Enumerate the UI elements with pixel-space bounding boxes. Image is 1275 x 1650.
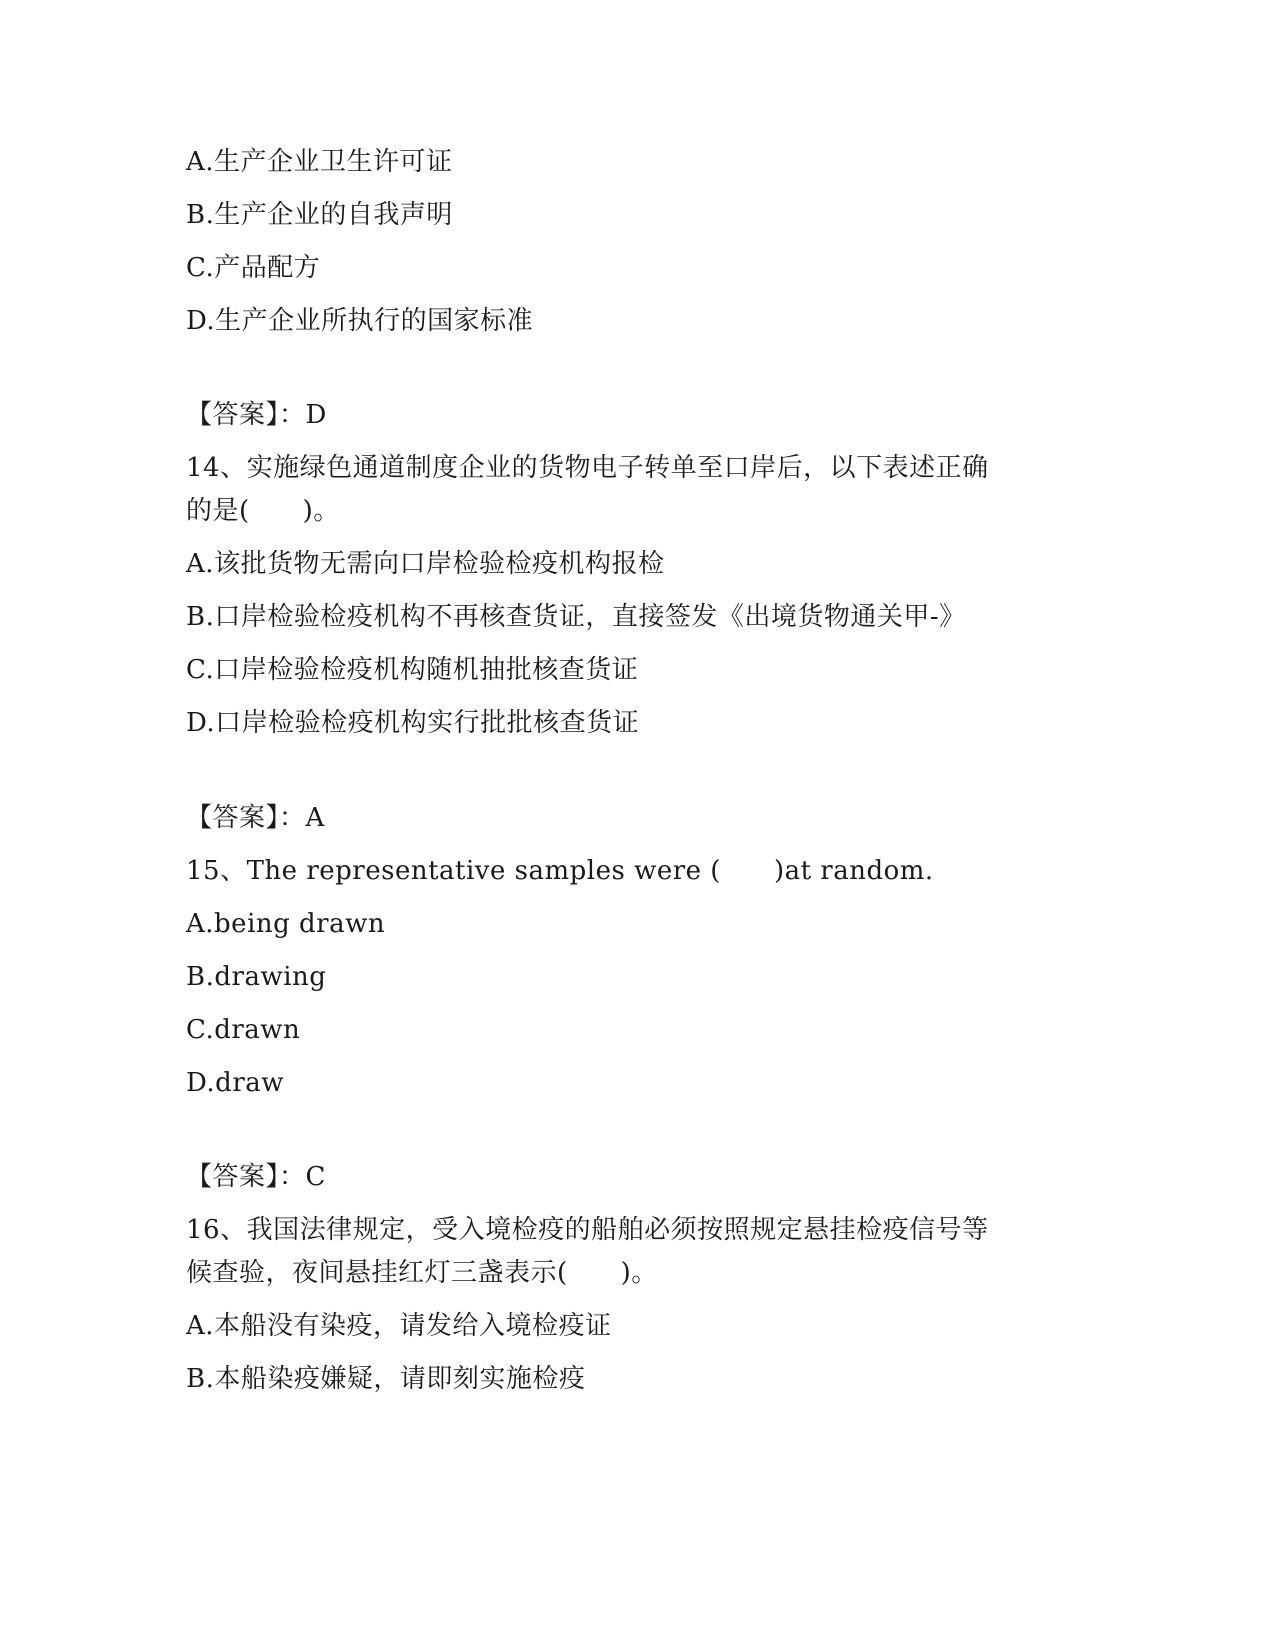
q14-option-d: D.口岸检验检疫机构实行批批核查货证 [186,708,640,738]
q14-option-b: B.口岸检验检疫机构不再核查货证，直接签发《出境货物通关甲-》 [186,602,966,632]
q16-option-a: A.本船没有染疫，请发给入境检疫证 [186,1311,612,1341]
q15-option-b: B.drawing [186,962,327,992]
q14-option-a: A.该批货物无需向口岸检验检疫机构报检 [186,549,665,579]
q15-option-c: C.drawn [186,1015,301,1045]
q15-answer: 【答案】：C [186,1162,326,1192]
q16-stem-line2: 候查验，夜间悬挂红灯三盏表示( )。 [186,1258,658,1288]
q13-option-c: C.产品配方 [186,253,321,283]
q15-option-a: A.being drawn [186,909,386,939]
q13-option-d: D.生产企业所执行的国家标准 [186,306,534,336]
q13-option-b: B.生产企业的自我声明 [186,200,453,230]
q14-answer: 【答案】：A [186,803,325,833]
q14-stem-line1: 14、实施绿色通道制度企业的货物电子转单至口岸后，以下表述正确 [186,453,989,483]
q13-option-a: A.生产企业卫生许可证 [186,147,453,177]
q14-stem-line2: 的是( )。 [186,496,340,526]
q15-option-d: D.draw [186,1068,285,1098]
q16-option-b: B.本船染疫嫌疑，请即刻实施检疫 [186,1364,586,1394]
q15-stem: 15、The representative samples were ( )at random. [186,856,934,886]
q13-answer: 【答案】：D [186,400,327,430]
q16-stem-line1: 16、我国法律规定，受入境检疫的船舶必须按照规定悬挂检疫信号等 [186,1215,989,1245]
q14-option-c: C.口岸检验检疫机构随机抽批核查货证 [186,655,639,685]
